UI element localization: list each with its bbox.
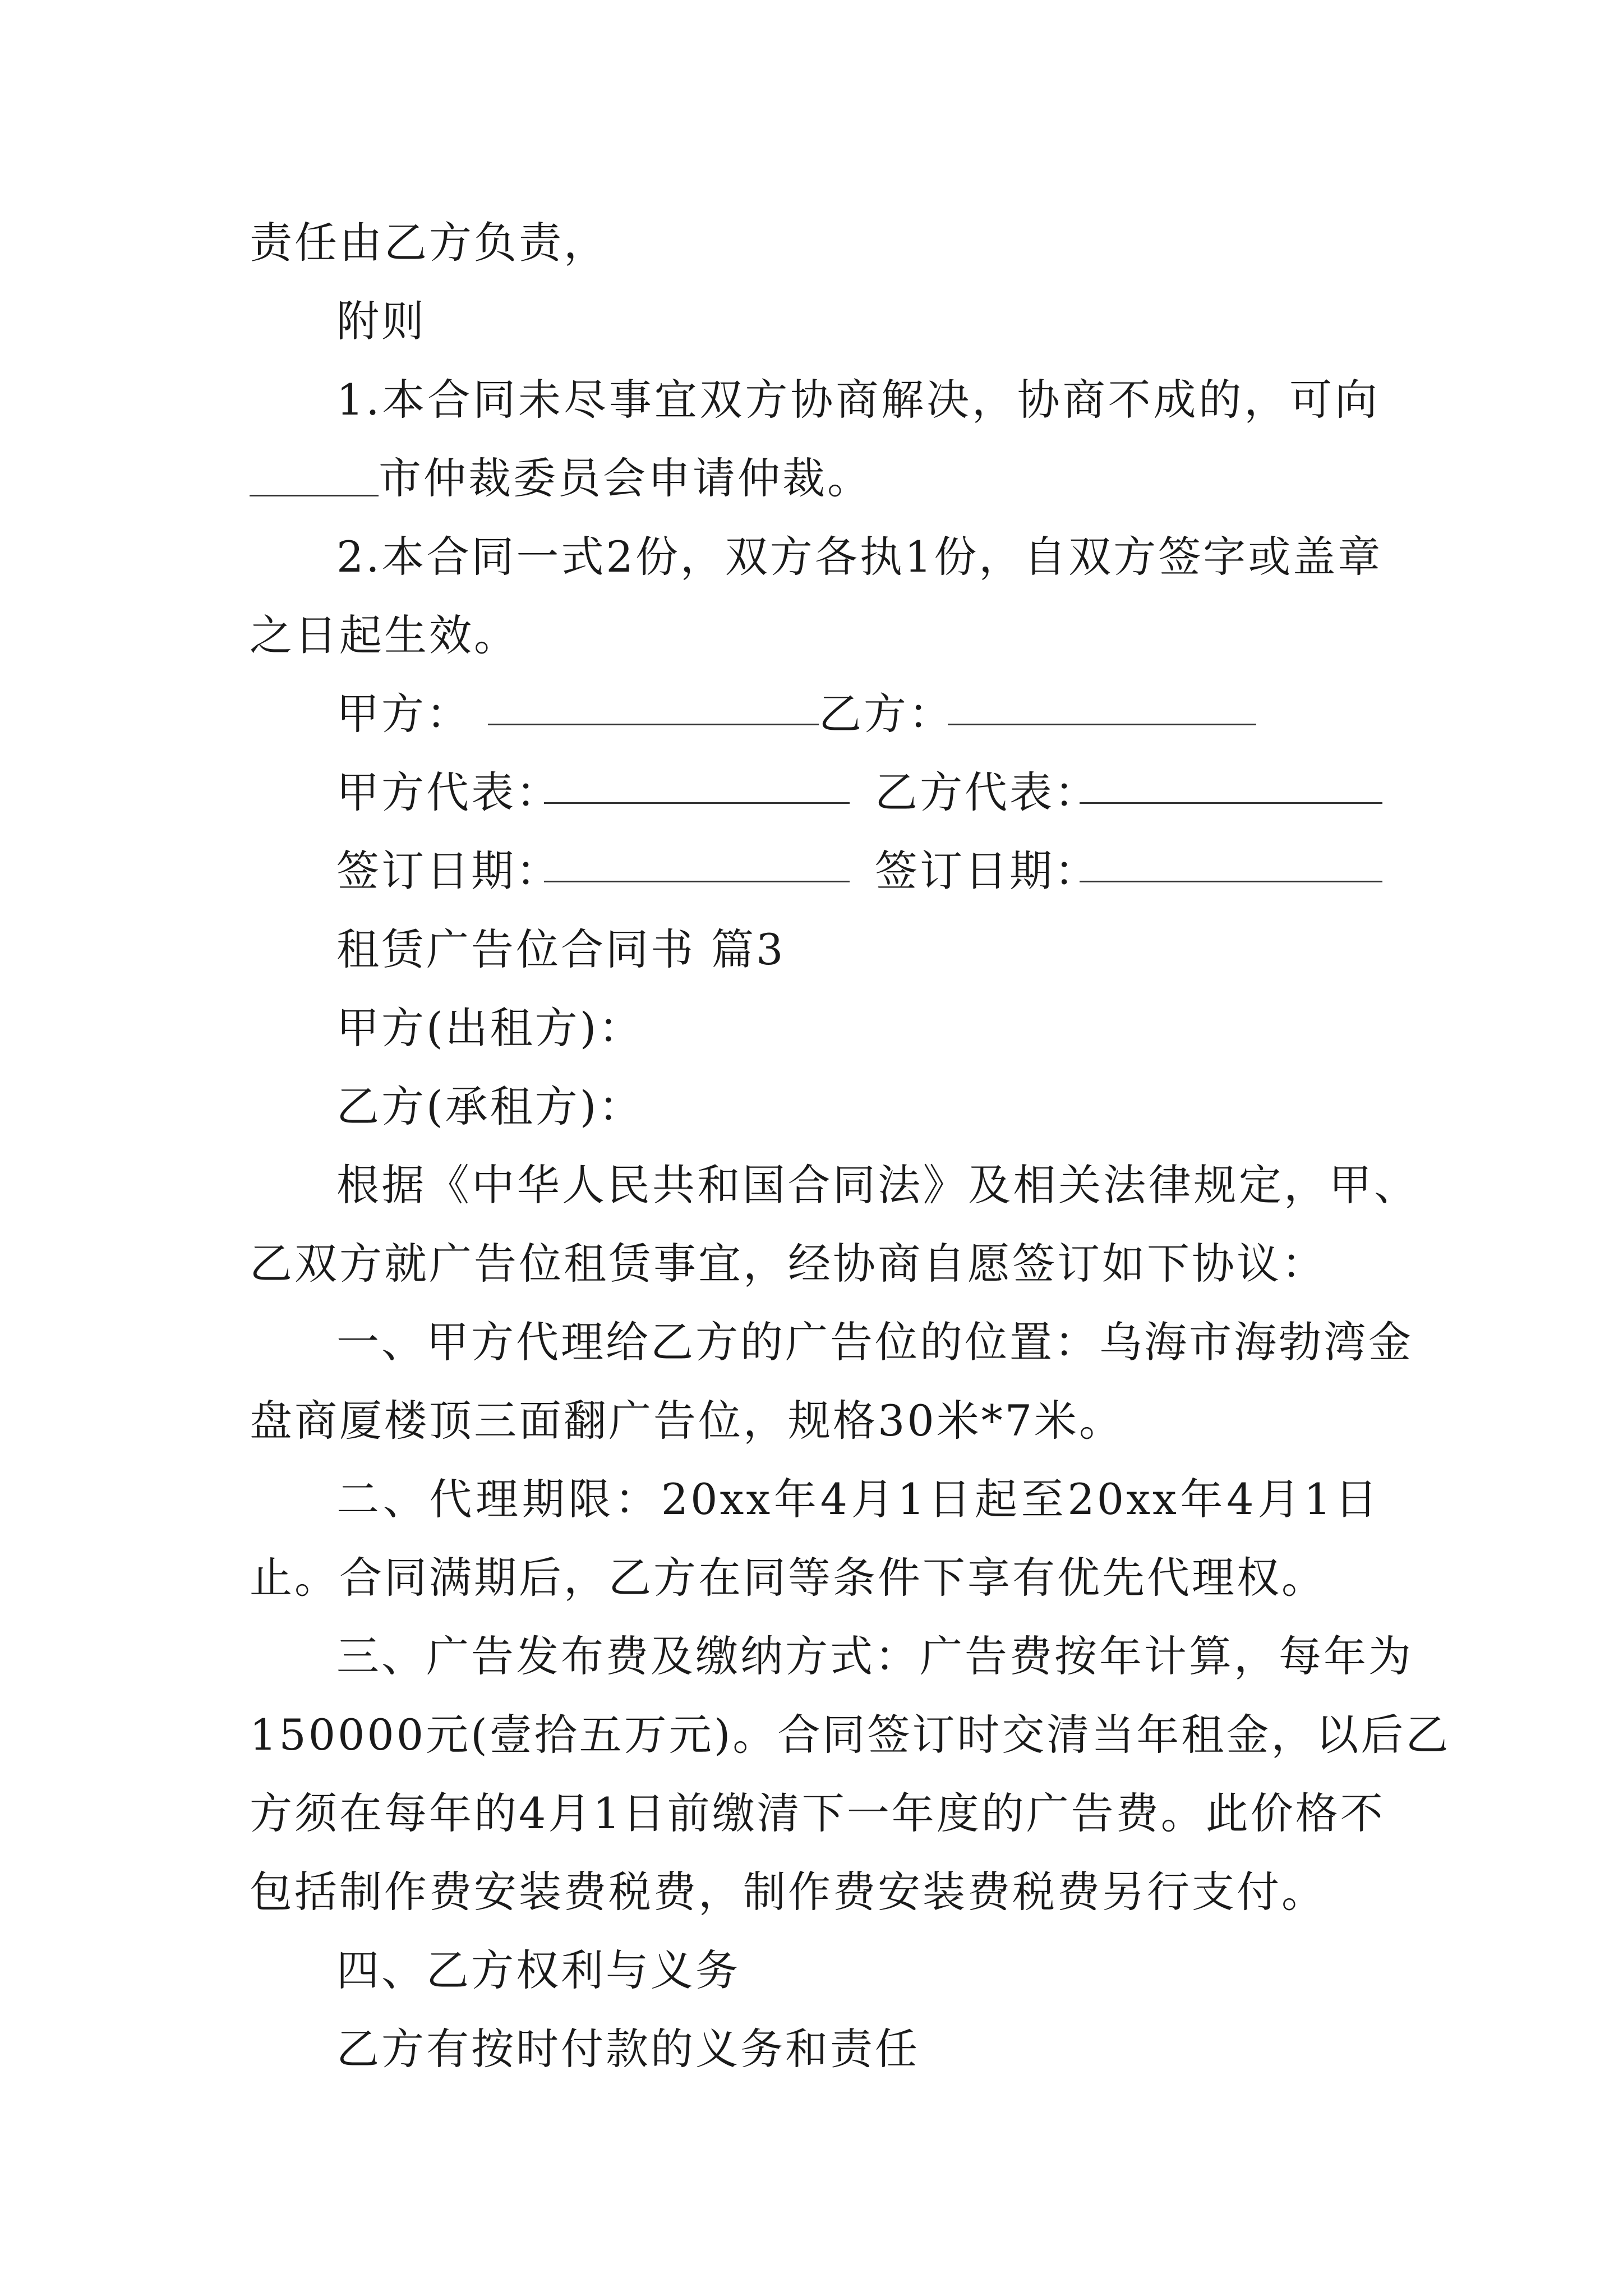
party-b-signature-line: [948, 724, 1256, 725]
date-b-line: [1080, 881, 1382, 882]
date-b-label: 签订日期：: [875, 846, 1099, 896]
rep-a-label: 甲方代表：: [336, 767, 561, 817]
section-title: 租赁广告位合同书 篇3: [336, 924, 786, 974]
text-line: 甲方(出租方)：: [336, 1003, 644, 1053]
text-line: 方须在每年的4月1日前缴清下一年度的广告费。此价格不: [250, 1788, 1385, 1838]
party-a-signature-line: [488, 724, 819, 725]
date-a-line: [544, 881, 850, 882]
fill-in-blank: [250, 495, 379, 496]
text-line: 包括制作费安装费税费，制作费安装费税费另行支付。: [250, 1867, 1326, 1917]
text-line: 150000元(壹拾五万元)。合同签订时交清当年租金，以后乙: [250, 1710, 1451, 1760]
date-a-label: 签订日期：: [336, 846, 561, 896]
rep-b-label: 乙方代表：: [875, 767, 1099, 817]
text-line: 1.本合同未尽事宜双方协商解决，协商不成的，可向: [336, 375, 1380, 425]
section-heading: 附则: [336, 296, 426, 346]
text-line: 止。合同满期后，乙方在同等条件下享有优先代理权。: [250, 1553, 1326, 1603]
text-line: 二、代理期限：20xx年4月1日起至20xx年4月1日: [336, 1474, 1380, 1524]
text-line: 一、甲方代理给乙方的广告位的位置：乌海市海勃湾金: [336, 1317, 1413, 1367]
text-line: [250, 453, 872, 503]
text-line: 2.本合同一式2份，双方各执1份，自双方签字或盖章: [336, 532, 1383, 582]
rep-b-signature-line: [1080, 802, 1382, 804]
text-segment: 市仲裁委员会申请仲裁。: [379, 453, 872, 503]
party-b-label: 乙方：: [819, 689, 953, 739]
text-line: 责任由乙方负责，: [250, 218, 608, 268]
text-line: 乙双方就广告位租赁事宜，经协商自愿签订如下协议：: [250, 1239, 1326, 1289]
text-line: 乙方有按时付款的义务和责任: [336, 2024, 920, 2074]
text-line: 之日起生效。: [250, 610, 519, 660]
text-line: 三、广告发布费及缴纳方式：广告费按年计算，每年为: [336, 1631, 1413, 1681]
text-line: 盘商厦楼顶三面翻广告位，规格30米*7米。: [250, 1396, 1124, 1446]
text-line: 乙方(承租方)：: [336, 1082, 644, 1131]
party-a-label: 甲方：: [336, 689, 471, 739]
section-heading: 四、乙方权利与义务: [336, 1945, 740, 1995]
text-line: 根据《中华人民共和国合同法》及相关法律规定，甲、: [336, 1160, 1419, 1210]
rep-a-signature-line: [544, 802, 850, 804]
